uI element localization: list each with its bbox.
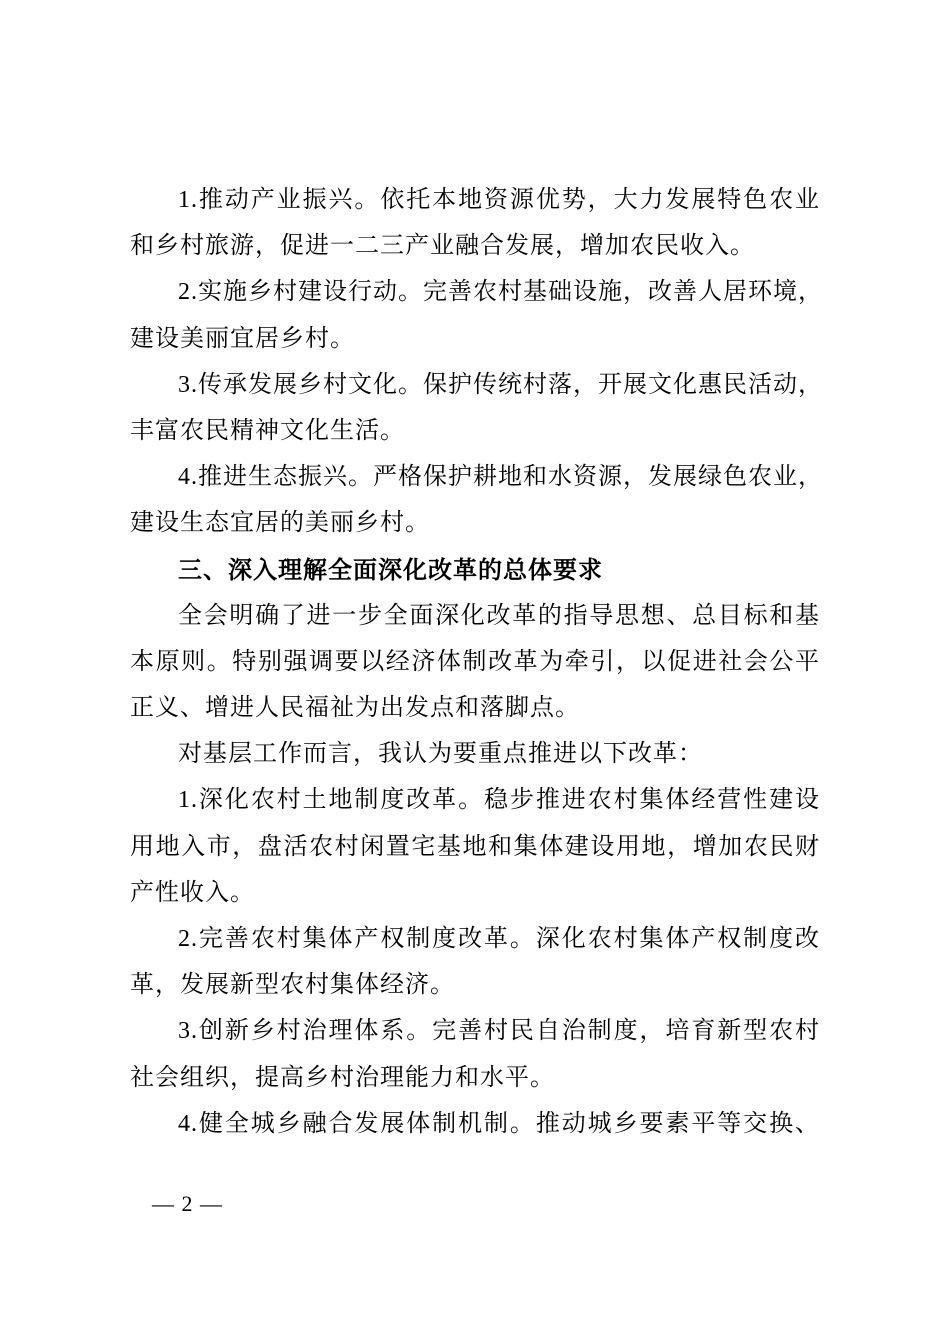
paragraph-property-rights-reform: [130, 916, 820, 1008]
text-line: 和乡村旅游，促进一二三产业融合发展，增加农民收入。: [130, 233, 755, 260]
paragraph-rural-governance: [130, 1008, 820, 1100]
text-line: 建设生态宜居的美丽乡村。: [130, 510, 430, 537]
text-line: 建设美丽宜居乡村。: [130, 325, 355, 352]
text-line: 产性收入。: [130, 879, 255, 906]
paragraph-plenum-summary: [130, 593, 820, 732]
text-line: 社会组织，提高乡村治理能力和水平。: [130, 1064, 555, 1091]
page-number: — 2 —: [152, 1191, 223, 1216]
text-line: 革，发展新型农村集体经济。: [130, 972, 455, 999]
paragraph-rural-culture: [130, 362, 823, 454]
text-line: 1.推动产业振兴。依托本地资源优势，大力发展特色农业: [178, 187, 820, 213]
section-heading-text: 三、深入理解全面深化改革的总体要求: [178, 555, 603, 584]
text-line: 本原则。特别强调要以经济体制改革为牵引，以促进社会公平: [130, 648, 820, 675]
text-line: 3.传承发展乡村文化。保护传统村落，开展文化惠民活动，: [178, 371, 823, 398]
text-line: 全会明确了进一步全面深化改革的指导思想、总目标和基: [178, 602, 820, 629]
paragraph-grassroots-intro: [130, 731, 820, 777]
text-line: 用地入市，盘活农村闲置宅基地和集体建设用地，增加农民财: [130, 833, 820, 860]
paragraph-rural-construction: [130, 269, 823, 361]
text-line: 正义、增进人民福祉为出发点和落脚点。: [130, 695, 580, 722]
paragraph-ecological-revitalization: [130, 454, 823, 546]
section-heading: [130, 547, 820, 593]
paragraph-land-reform: [130, 777, 820, 916]
document-body: [130, 177, 823, 1147]
text-line: 1.深化农村土地制度改革。稳步推进农村集体经营性建设: [178, 787, 820, 814]
paragraph-industry-revitalization: [130, 177, 820, 269]
text-line: 3.创新乡村治理体系。完善村民自治制度，培育新型农村: [178, 1018, 820, 1045]
text-line: 对基层工作而言，我认为要重点推进以下改革：: [178, 741, 703, 768]
text-line: 丰富农民精神文化生活。: [130, 417, 405, 444]
text-line: 2.完善农村集体产权制度改革。深化农村集体产权制度改: [178, 926, 820, 952]
text-line: 4.健全城乡融合发展体制机制。推动城乡要素平等交换、: [178, 1110, 820, 1137]
text-line: 4.推进生态振兴。严格保护耕地和水资源，发展绿色农业，: [178, 464, 823, 491]
paragraph-urban-rural-integration: [130, 1101, 820, 1147]
text-line: 2.实施乡村建设行动。完善农村基础设施，改善人居环境，: [178, 279, 823, 306]
